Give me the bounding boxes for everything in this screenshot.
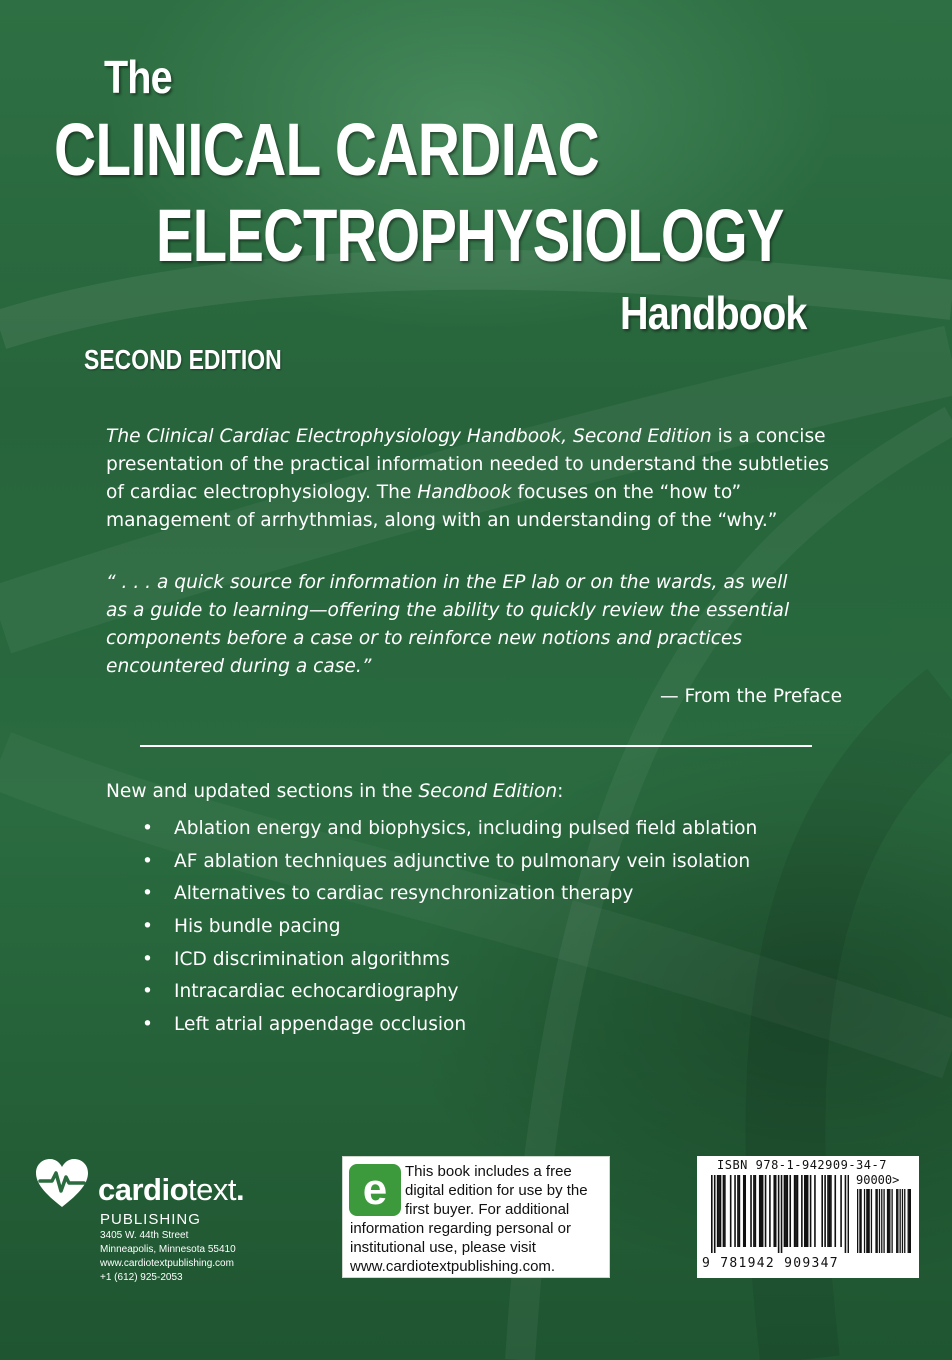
barcode-bar [784,1175,786,1247]
barcode-bar [730,1175,732,1247]
quote-line: “ . . . a quick source for information in the EP lab or on the wards, as well [106,572,788,593]
list-item: • AF ablation techniques adjunctive to pulmonary vein isolation [140,848,757,881]
barcode-bar [883,1189,884,1253]
barcode-bar [795,1175,797,1247]
barcode-bar [814,1175,816,1247]
barcode-bar [737,1175,739,1247]
title-handbook: Handbook [620,287,807,339]
barcode-bar [827,1175,829,1247]
title-line-electrophysiology: ELECTROPHYSIOLOGY [156,194,784,277]
quote-attribution: — From the Preface [660,686,843,707]
barcode-bar [810,1175,812,1247]
barcode-bar [891,1189,892,1253]
address-line: Minneapolis, Minnesota 55410 [100,1244,236,1255]
barcode-bar [848,1175,849,1253]
barcode-bar [720,1175,722,1247]
barcode-bar [879,1189,880,1253]
list-item: • His bundle pacing [140,913,757,946]
barcode-bar [887,1189,888,1253]
barcode-bar [888,1189,889,1253]
intro-line: management of arrhythmias, along with an understanding of the “why.” [106,510,778,531]
barcode-bar [762,1175,764,1247]
barcode-bar [900,1189,901,1253]
barcode-bar [718,1175,720,1247]
address-line: 3405 W. 44th Street [100,1230,189,1241]
barcode-bar [821,1175,823,1247]
list-item: • Ablation energy and biophysics, including pulsed field ablation [140,815,757,848]
barcode-bar [804,1175,806,1247]
barcode-bar [908,1189,909,1253]
barcode-bar [829,1175,831,1247]
cardiotext-heart-logo-icon [34,1157,90,1209]
title-line-clinical-cardiac: CLINICAL CARDIAC [54,108,599,191]
list-item: • Intracardiac echocardiography [140,978,757,1011]
barcode-bar [744,1175,746,1247]
barcode-bar [834,1175,836,1247]
list-item: • Alternatives to cardiac resynchronization therapy [140,880,757,913]
barcode-bar [824,1175,826,1247]
barcode-bar [889,1189,890,1253]
digital-edition-text-continued: information regarding personal or institutional use, please visit www.cardiotextpublishing.com. [350,1220,571,1275]
address-line: +1 (612) 925-2053 [100,1272,183,1283]
edition-label: SECOND EDITION [84,344,282,375]
list-item: • Left atrial appendage occlusion [140,1011,757,1044]
barcode-bar [875,1189,876,1253]
barcode-bar [797,1175,799,1247]
barcode-bar [739,1175,741,1247]
barcode-bar [805,1175,807,1247]
barcode-bar [910,1189,911,1253]
digital-edition-box [342,1156,610,1278]
intro-line: presentation of the practical information needed to understand the subtleties [106,454,829,475]
barcode-bar [717,1175,719,1247]
quote-line: as a guide to learning—offering the ability to quickly review the essential [106,600,790,621]
barcode-bar [714,1175,716,1253]
publisher-address [100,1229,236,1285]
barcode-bar [830,1175,832,1247]
barcode-bar [871,1189,872,1253]
preface-quote [106,569,789,681]
barcode-bar [711,1175,713,1253]
isbn-barcode [697,1156,919,1278]
barcode-bar [864,1189,865,1253]
barcode-bar [778,1175,780,1253]
barcode-bar [753,1175,755,1247]
barcode-bar [904,1189,905,1253]
quote-line: components before a case or to reinforce new notions and practices [106,628,743,649]
barcode-bar [734,1175,736,1247]
ebook-e-icon [349,1164,401,1216]
barcode-bar [787,1175,789,1247]
barcode-bar [897,1189,898,1253]
barcode-bar [868,1189,869,1253]
barcode-bar [840,1175,842,1247]
barcode-bar [755,1175,757,1247]
barcode-bar [785,1175,787,1247]
quote-line: encountered during a case.” [106,656,372,677]
price-code: 90000> [856,1173,900,1187]
ean-barcode-bars [711,1175,849,1255]
barcode-bar [775,1175,777,1247]
barcode-bar [807,1175,809,1247]
digital-edition-text: This book includes a free digital edition for use by the first buyer. For additional [405,1163,588,1218]
list-item: • ICD discrimination algorithms [140,946,757,979]
publisher-name: cardiotext. [98,1172,245,1207]
ebook-icon-letter: e [362,1165,388,1214]
barcode-bar [781,1175,783,1253]
intro-line: of cardiac electrophysiology. The Handbook focuses on the “how to” [106,482,742,503]
intro-paragraph [106,423,829,535]
barcode-bar [896,1189,897,1253]
addon-barcode-bars [857,1189,911,1255]
new-sections-list [140,815,757,1044]
barcode-bar [845,1175,847,1253]
title-the: The [104,51,172,103]
barcode-bar [866,1189,867,1253]
barcode-bar [794,1175,796,1247]
barcode-bar [801,1175,803,1247]
barcode-bar [860,1189,861,1253]
isbn-label: ISBN 978-1-942909-34-7 [717,1158,887,1172]
barcode-bar [765,1175,767,1247]
barcode-bar [857,1189,858,1253]
divider-rule [140,745,812,747]
barcode-bar [723,1175,725,1247]
barcode-bar [750,1175,752,1247]
barcode-bar [789,1175,791,1247]
barcode-bar [759,1175,761,1247]
barcode-bar [867,1189,868,1253]
barcode-bar [902,1189,903,1253]
barcode-bar [769,1175,771,1247]
barcode-bar [760,1175,762,1247]
publisher-subtitle: PUBLISHING [100,1211,201,1228]
barcode-bar [877,1189,878,1253]
ean-digits: 9 781942 909347 [702,1256,839,1271]
barcode-bar [909,1189,910,1253]
barcode-bar [743,1175,745,1247]
address-line: www.cardiotextpublishing.com [100,1258,234,1269]
intro-line: The Clinical Cardiac Electrophysiology Handbook, Second Edition is a concise [106,426,826,447]
barcode-bar [881,1189,882,1253]
barcode-bar [773,1175,775,1247]
new-sections-heading: New and updated sections in the Second Edition: [106,781,564,802]
barcode-bar [859,1189,860,1253]
barcode-bar [724,1175,726,1247]
